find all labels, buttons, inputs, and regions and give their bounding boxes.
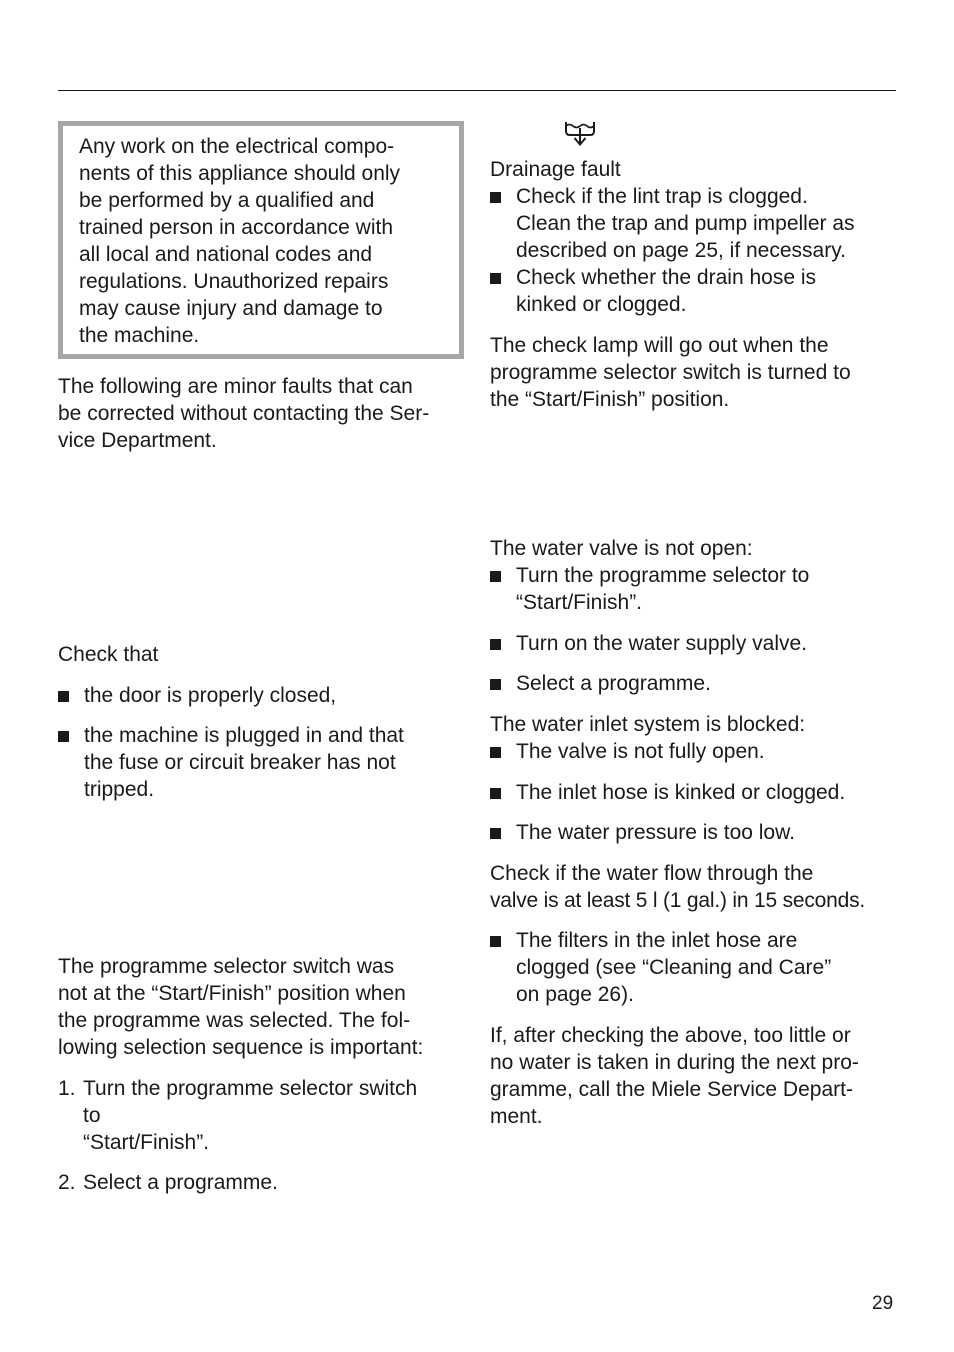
list-item: Select a programme. [490,670,900,697]
warning-box [58,121,464,359]
warning-line: may cause injury and damage to [79,297,383,320]
list-item: The inlet hose is kinked or clogged. [490,779,900,806]
bullet-square-icon [490,788,501,799]
page-number: 29 [872,1293,894,1314]
drain-fault-icon [563,118,597,148]
final-paragraph: If, after checking the above, too little or no water is taken in during the next pro- gramme, call the Miele Service Depart- ment. [490,1024,859,1128]
bullet-square-icon [58,731,69,742]
list-item: Turn on the water supply valve. [490,630,900,657]
warning-line: trained person in accordance with [79,216,394,239]
flow-paragraph: Check if the water flow through the valve is at least 5 l (1 gal.) in 15 seconds. [490,862,866,912]
numbered-step: 2. Select a programme. [58,1171,278,1194]
list-item: the door is properly closed, [58,682,458,709]
bullet-square-icon [490,273,501,284]
check-that-label: Check that [58,643,159,666]
bullet-square-icon [490,192,501,203]
warning-line: the machine. [79,324,200,347]
selector-paragraph: The programme selector switch was not at the “Start/Finish” position when the programme was selected. The fol- lowing selection sequence is important: [58,955,424,1059]
bullet-square-icon [490,571,501,582]
warning-line: nents of this appliance should only [79,162,401,185]
intro-paragraph: The following are minor faults that can be corrected without contacting the Ser- vice Department. [58,375,430,452]
numbered-step: 1. Turn the programme selector switch to “Start/Finish”. [58,1077,418,1154]
list-item: Turn the programme selector to “Start/Finish”. [490,562,900,616]
list-item: the machine is plugged in and that the fuse or circuit breaker has not tripped. [58,722,458,803]
inlet-blocked-heading: The water inlet system is blocked: [490,713,806,736]
bullet-square-icon [490,639,501,650]
list-item: Check whether the drain hose is kinked or clogged. [490,264,900,318]
warning-line: Any work on the electrical compo- [79,135,395,158]
check-lamp-paragraph: The check lamp will go out when the programme selector switch is turned to the “Start/Finish” position. [490,334,851,411]
bullet-square-icon [490,747,501,758]
bullet-square-icon [490,828,501,839]
list-item: The valve is not fully open. [490,738,900,765]
bullet-square-icon [58,691,69,702]
bullet-square-icon [490,936,501,947]
warning-line: all local and national codes and [79,243,373,266]
top-rule [58,90,896,91]
water-valve-heading: The water valve is not open: [490,537,753,560]
list-item: The water pressure is too low. [490,819,900,846]
list-item: The filters in the inlet hose are clogged (see “Cleaning and Care” on page 26). [490,927,900,1008]
bullet-square-icon [490,679,501,690]
warning-line: regulations. Unauthorized repairs [79,270,389,293]
warning-line: be performed by a qualified and [79,189,375,212]
list-item: Check if the lint trap is clogged. Clean the trap and pump impeller as described on page 25, if necessary. [490,183,900,264]
drainage-fault-heading: Drainage fault [490,158,621,181]
